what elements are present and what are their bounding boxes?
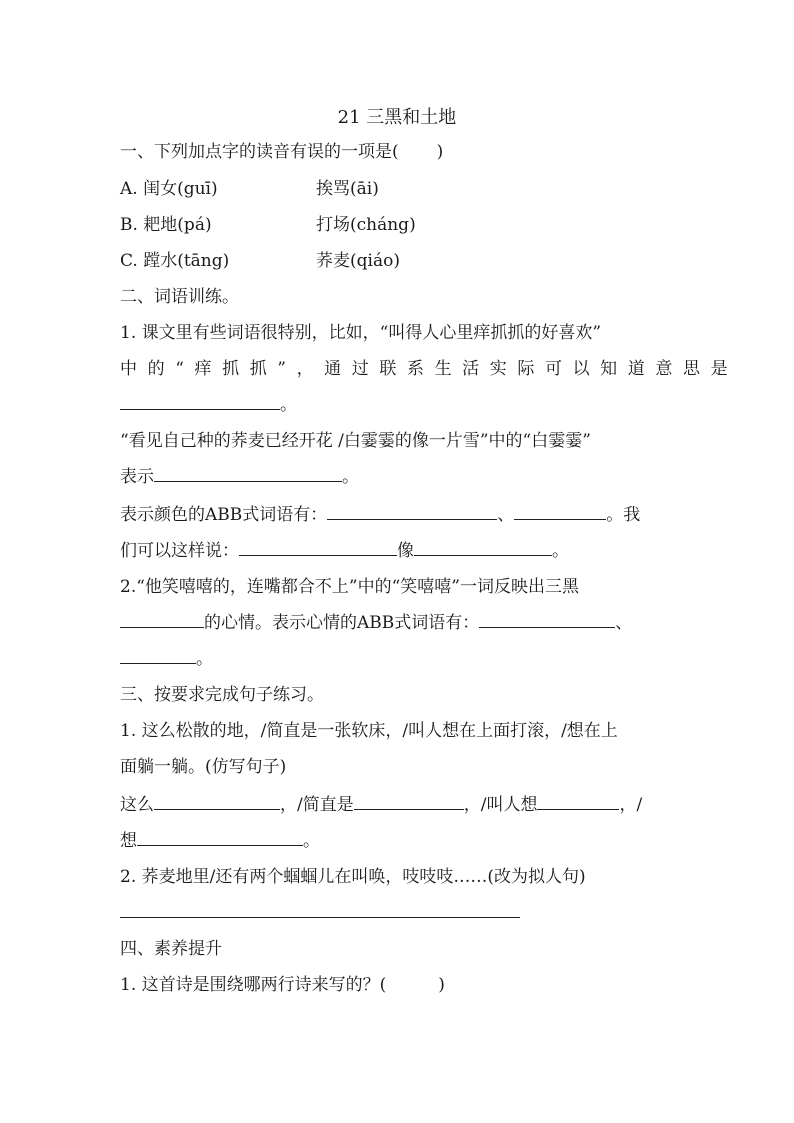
period: 。: [342, 467, 359, 487]
text: 表示: [120, 467, 154, 487]
text: 。: [552, 541, 569, 561]
answer-blank[interactable]: [120, 395, 280, 410]
option-c-left: C. 蹚水(tāng): [120, 251, 230, 271]
option-a-right: 挨骂(āi): [316, 179, 379, 199]
s3-q1-line2: 面躺一躺。(仿写句子): [120, 757, 287, 777]
answer-blank[interactable]: [354, 795, 464, 810]
s3-q2-line1: 2. 荞麦地里/还有两个蝈蝈儿在叫唤，吱吱吱……(改为拟人句): [120, 867, 586, 887]
text: 的心情。表示心情的ABB式词语有：: [204, 613, 480, 633]
period: 。: [196, 649, 213, 669]
answer-blank[interactable]: [154, 795, 280, 810]
s3-q1-line3: [120, 793, 642, 817]
answer-blank[interactable]: [137, 831, 303, 846]
text: 们可以这样说：: [120, 541, 239, 561]
option-b-left: B. 耙地(pá): [120, 215, 212, 235]
s2-q1-line1: 1. 课文里有些词语很特别，比如，“叫得人心里痒抓抓的好喜欢”: [120, 323, 602, 343]
text: 、: [497, 505, 515, 525]
s2-q1c-line2: [120, 539, 569, 563]
text: 像: [397, 541, 414, 561]
s3-q1-line1: 1. 这么松散的地，/简直是一张软床，/叫人想在上面打滚，/想在上: [120, 721, 618, 741]
period: 。: [280, 395, 297, 415]
text: 、: [615, 613, 633, 633]
section-3-heading: 三、按要求完成句子练习。: [120, 685, 324, 705]
answer-blank[interactable]: [327, 505, 497, 520]
s4-q1: [120, 973, 445, 997]
paren-close: ): [438, 975, 445, 995]
answer-blank[interactable]: [414, 541, 552, 556]
s2-q2-line2: [120, 611, 632, 635]
text: ，/简直是: [280, 795, 354, 815]
answer-blank[interactable]: [239, 541, 397, 556]
s2-q1b-line2: [120, 465, 359, 489]
s2-q1-line3: [120, 393, 297, 417]
text: ，/叫人想: [463, 795, 538, 815]
option-a-left: A. 闺女(guī): [120, 179, 218, 199]
s4-q1-text: 1. 这首诗是围绕哪两行诗来写的？(: [120, 975, 387, 995]
answer-blank[interactable]: [120, 649, 196, 664]
section-2-heading: 二、词语训练。: [120, 287, 239, 307]
s2-q2-line1: 2.“他笑嘻嘻的，连嘴都合不上”中的“笑嘻嘻”一词反映出三黑: [120, 577, 579, 597]
answer-blank[interactable]: [514, 505, 606, 520]
s3-q2-answer: [120, 901, 520, 925]
period: 。: [303, 831, 320, 851]
section-1-heading: [120, 140, 443, 164]
s2-q1b-line1: “看见自己种的荞麦已经开花 /白霎霎的像一片雪”中的“白霎霎”: [120, 431, 591, 451]
text: 。我: [606, 505, 641, 525]
s2-q2-line3: [120, 647, 213, 671]
section-1-heading-text: 一、下列加点字的读音有误的一项是(: [120, 142, 399, 162]
s2-q1c-line1: [120, 503, 640, 527]
answer-blank[interactable]: [479, 613, 615, 628]
answer-blank[interactable]: [120, 613, 204, 628]
page-title: 21 三黑和土地: [337, 107, 457, 128]
text: 表示颜色的ABB式词语有：: [120, 505, 328, 525]
s3-q1-line4: [120, 829, 320, 853]
text: 这么: [120, 795, 154, 815]
paren-close: ): [436, 142, 444, 162]
text: ，/: [619, 795, 643, 815]
option-c-right: 荞麦(qiáo): [316, 251, 400, 271]
answer-blank[interactable]: [154, 467, 342, 482]
answer-blank[interactable]: [537, 795, 619, 810]
text: 想: [120, 831, 137, 851]
option-b-right: 打场(cháng): [316, 215, 416, 235]
answer-blank[interactable]: [120, 903, 520, 918]
s2-q1-line2: 中的“痒抓抓”，通过联系生活实际可以知道意思是: [120, 359, 739, 379]
section-4-heading: 四、素养提升: [120, 939, 222, 959]
